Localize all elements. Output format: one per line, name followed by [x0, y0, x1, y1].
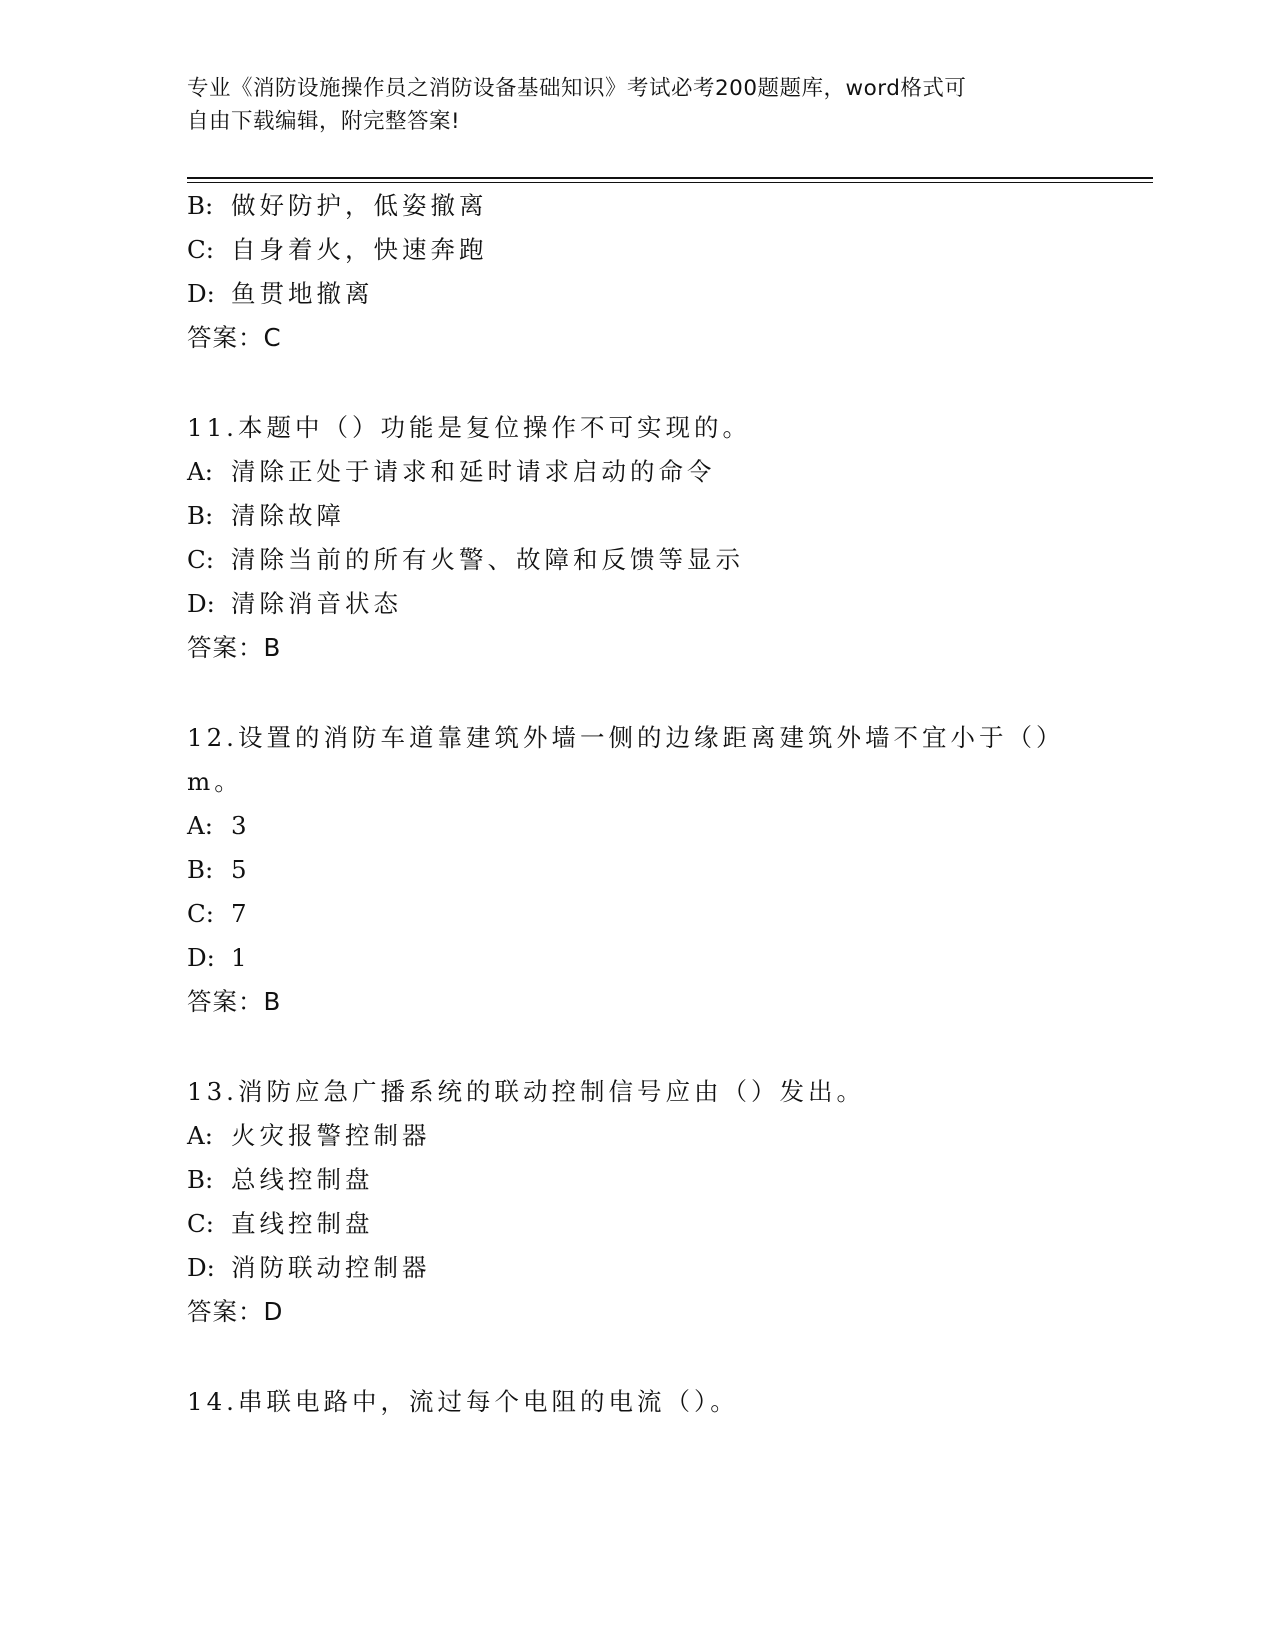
- option-text: 5: [231, 855, 251, 884]
- q11-option-b: [187, 500, 345, 532]
- q13-option-a: [187, 1120, 431, 1152]
- option-text: 3: [231, 811, 251, 840]
- option-label: D:: [187, 943, 215, 972]
- option-text: 直线控制盘: [231, 1209, 374, 1238]
- option-text: 消防联动控制器: [231, 1253, 431, 1282]
- q11-option-a: [187, 456, 716, 488]
- q13-answer: 答案：D: [187, 1297, 284, 1326]
- document-header: [187, 72, 1067, 138]
- option-label: D:: [187, 1253, 215, 1282]
- option-label: C:: [187, 899, 215, 928]
- option-label: A:: [187, 811, 213, 840]
- q12-option-d: [187, 942, 251, 974]
- q11-answer: 答案：B: [187, 633, 282, 662]
- q13-option-d: [187, 1252, 431, 1284]
- option-text: 7: [231, 899, 251, 928]
- option-text: 清除消音状态: [231, 589, 402, 618]
- option-text: 总线控制盘: [231, 1165, 374, 1194]
- header-divider-thick: [187, 177, 1153, 179]
- option-text: 1: [231, 943, 251, 972]
- option-label: C:: [187, 1209, 215, 1238]
- option-label: B:: [187, 1165, 214, 1194]
- option-text: 清除当前的所有火警、故障和反馈等显示: [231, 545, 744, 574]
- q11-option-c: [187, 544, 744, 576]
- option-label: B:: [187, 191, 214, 220]
- q12-stem-line-2: m。: [187, 767, 243, 796]
- header-divider-thin: [187, 182, 1153, 183]
- header-title-line-2: 自由下载编辑，附完整答案!: [187, 109, 461, 134]
- q12-option-b: [187, 854, 251, 886]
- q12-answer: 答案：B: [187, 987, 282, 1016]
- option-label: D:: [187, 279, 215, 308]
- q13-stem: 13.消防应急广播系统的联动控制信号应由（）发出。: [187, 1077, 865, 1106]
- q13-option-c: [187, 1208, 374, 1240]
- q12-stem-line-1: 12.设置的消防车道靠建筑外墙一侧的边缘距离建筑外墙不宜小于（）: [187, 723, 1065, 752]
- option-text: 清除正处于请求和延时请求启动的命令: [231, 457, 716, 486]
- option-label: C:: [187, 545, 215, 574]
- option-label: B:: [187, 855, 214, 884]
- q11-stem: 11.本题中（）功能是复位操作不可实现的。: [187, 413, 751, 442]
- q13-option-b: [187, 1164, 374, 1196]
- q10-option-d: [187, 278, 374, 310]
- q12-option-a: [187, 810, 251, 842]
- q10-answer: 答案：C: [187, 323, 282, 352]
- q10-option-b: [187, 190, 488, 222]
- option-label: A:: [187, 1121, 213, 1150]
- option-text: 火灾报警控制器: [231, 1121, 431, 1150]
- option-label: D:: [187, 589, 215, 618]
- q11-option-d: [187, 588, 402, 620]
- option-text: 做好防护，低姿撤离: [231, 191, 488, 220]
- q10-option-c: [187, 234, 488, 266]
- header-title-line-1: 专业《消防设施操作员之消防设备基础知识》考试必考200题题库，word格式可: [187, 76, 967, 101]
- option-text: 清除故障: [231, 501, 345, 530]
- option-text: 自身着火，快速奔跑: [231, 235, 488, 264]
- q12-option-c: [187, 898, 251, 930]
- q14-stem: 14.串联电路中，流过每个电阻的电流（）。: [187, 1387, 739, 1416]
- option-text: 鱼贯地撤离: [231, 279, 374, 308]
- option-label: B:: [187, 501, 214, 530]
- option-label: C:: [187, 235, 215, 264]
- option-label: A:: [187, 457, 213, 486]
